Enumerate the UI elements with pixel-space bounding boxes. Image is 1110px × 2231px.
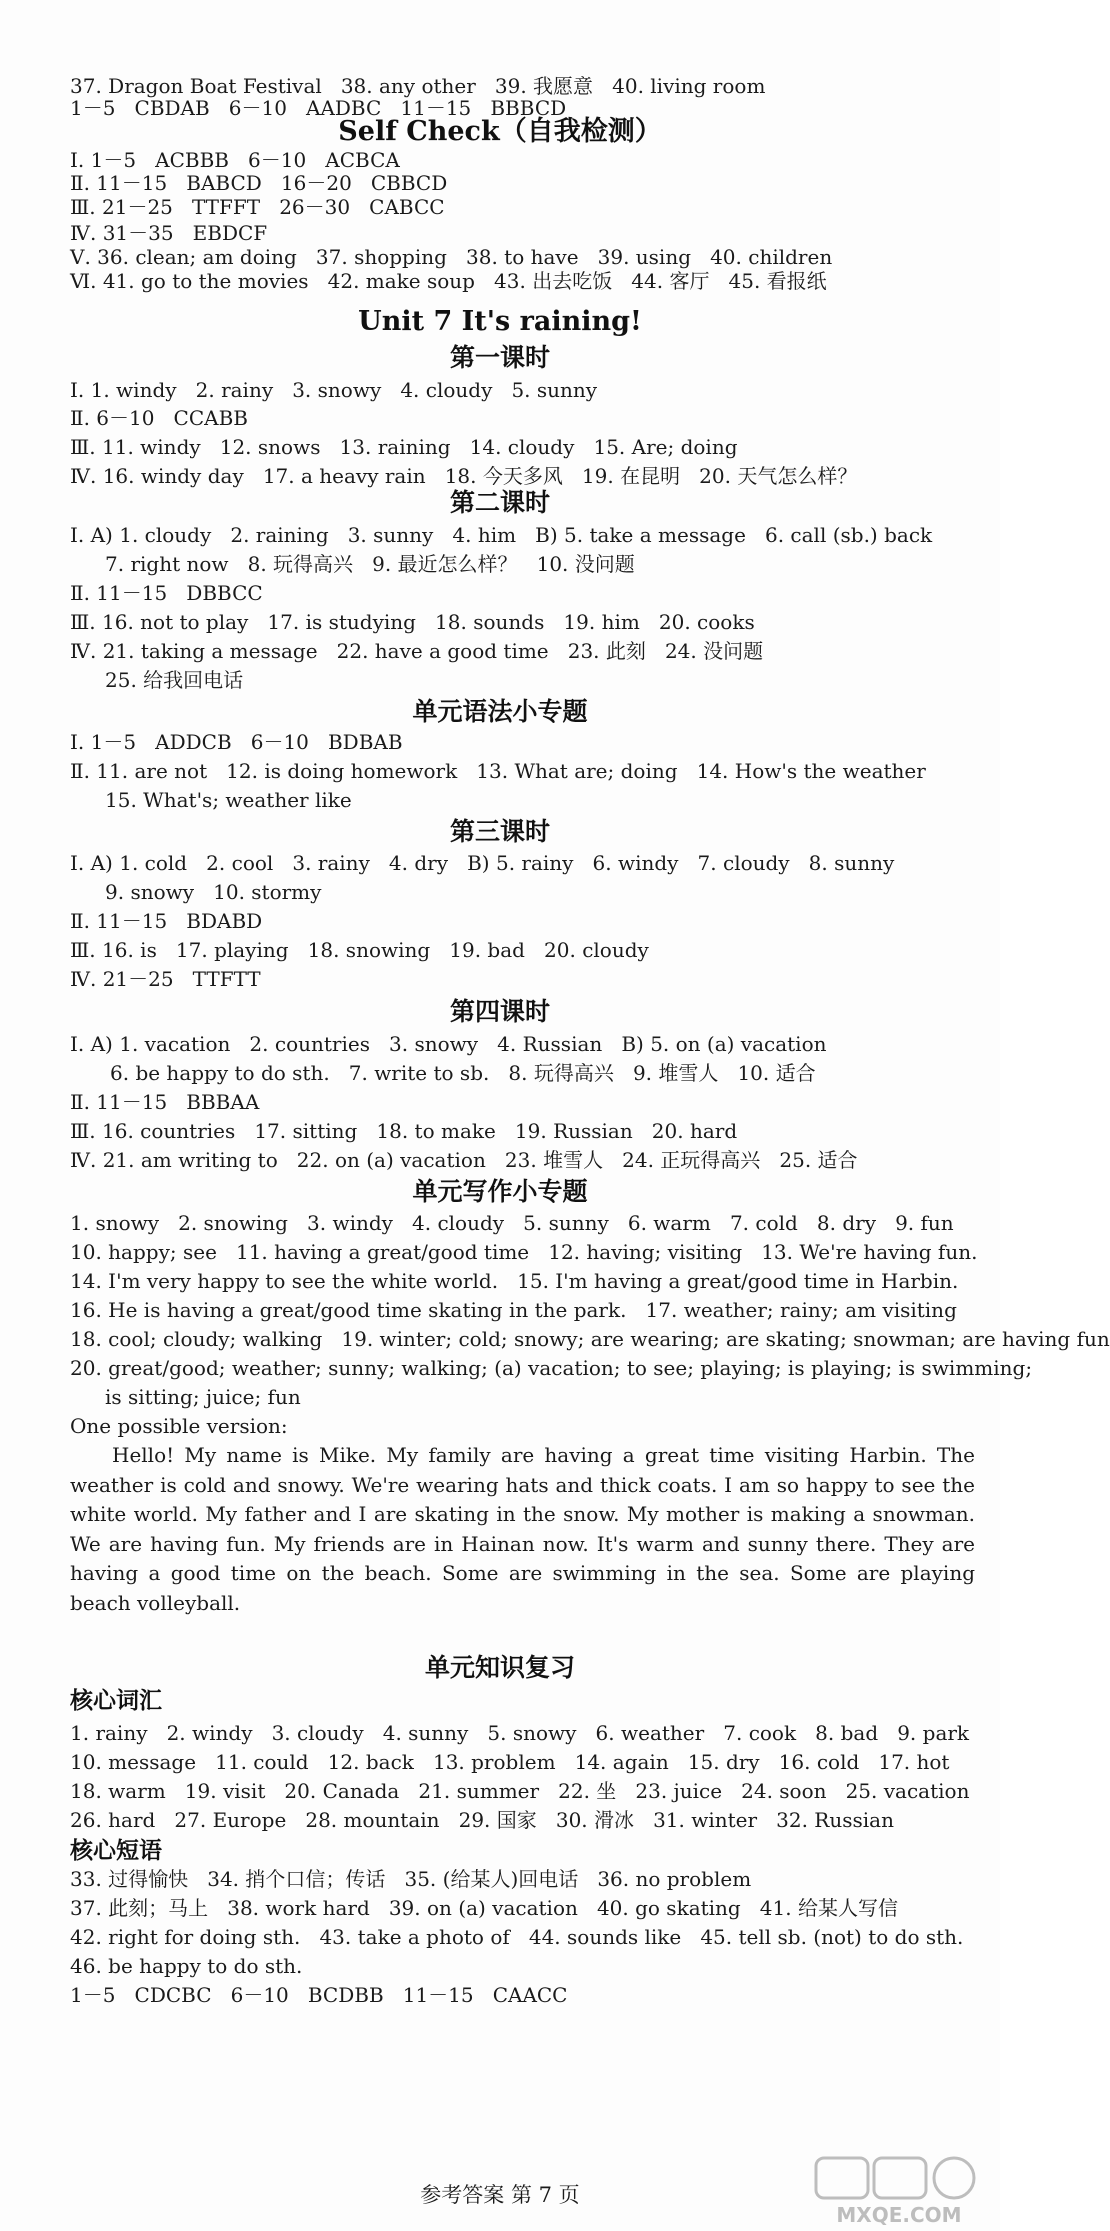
sample-label: One possible version: [70,1414,288,1438]
answer-line: Ⅲ. 16. is 17. playing 18. snowing 19. bad 20. cloudy [70,938,649,962]
answer-line: Ⅱ. 11－15 BABCD 16－20 CBBCD [70,171,448,195]
answer-line: 7. right now 8. 玩得高兴 9. 最近怎么样？ 10. 没问题 [105,552,635,576]
answer-line: 16. He is having a great/good time skating in the park. 17. weather; rainy; am visiting [70,1298,957,1322]
page-footer: 参考答案 第 7 页 [420,2183,580,2207]
answer-line: 1－5 CBDAB 6－10 AADBC 11－15 BBBCD [70,96,567,120]
answer-line: Ⅵ. 41. go to the movies 42. make soup 43. 出去吃饭 44. 客厅 45. 看报纸 [70,269,827,293]
answer-line: 33. 过得愉快 34. 捎个口信；传话 35. (给某人)回电话 36. no problem [70,1867,752,1891]
section-heading: 第三课时 [449,817,550,846]
answer-line: Ⅰ. A) 1. cold 2. cool 3. rainy 4. dry B) 5. rainy 6. windy 7. cloudy 8. sunny [70,851,895,875]
answer-line: Ⅰ. 1. windy 2. rainy 3. snowy 4. cloudy 5. sunny [70,378,598,402]
answer-line: 10. happy; see 11. having a great/good time 12. having; visiting 13. We're having fun. [70,1240,978,1264]
answer-line: Ⅳ. 21. taking a message 22. have a good time 23. 此刻 24. 没问题 [70,639,764,663]
answer-line: Ⅳ. 21－25 TTFTT [70,967,261,991]
answer-line: Ⅲ. 16. not to play 17. is studying 18. sounds 19. him 20. cooks [70,610,755,634]
answer-line: 10. message 11. could 12. back 13. problem 14. again 15. dry 16. cold 17. hot [70,1750,950,1774]
answer-line: 18. cool; cloudy; walking 19. winter; cold; snowy; are wearing; are skating; snowman; are having fun [70,1327,1110,1351]
answer-line: Ⅴ. 36. clean; am doing 37. shopping 38. to have 39. using 40. children [70,245,833,269]
answer-line: Ⅱ. 11－15 BDABD [70,909,263,933]
answer-line: 37. 此刻；马上 38. work hard 39. on (a) vacation 40. go skating 41. 给某人写信 [70,1896,898,1920]
answer-line: Ⅳ. 16. windy day 17. a heavy rain 18. 今天多风 19. 在昆明 20. 天气怎么样？ [70,464,858,488]
watermark-logo [814,2154,984,2228]
answer-line: Ⅲ. 21－25 TTFFT 26－30 CABCC [70,195,445,219]
section-heading: 第一课时 [449,343,550,372]
answer-line: Ⅱ. 11. are not 12. is doing homework 13. What are; doing 14. How's the weather [70,759,926,783]
answer-line: Ⅰ. 1－5 ADDCB 6－10 BDBAB [70,730,403,754]
subsection-heading: 核心短语 [70,1838,162,1864]
answer-line: Ⅲ. 16. countries 17. sitting 18. to make 19. Russian 20. hard [70,1119,738,1143]
answer-line: Ⅱ. 11－15 BBBAA [70,1090,260,1114]
answer-line: 20. great/good; weather; sunny; walking; (a) vacation; to see; playing; is playing; is swimming; [70,1356,1033,1380]
section-heading: 单元写作小专题 [412,1177,588,1206]
answer-line: Ⅱ. 11－15 DBBCC [70,581,263,605]
answer-line: 25. 给我回电话 [105,668,244,692]
answer-line: 42. right for doing sth. 43. take a photo of 44. sounds like 45. tell sb. (not) to do sth. [70,1925,964,1949]
answer-line: 6. be happy to do sth. 7. write to sb. 8. 玩得高兴 9. 堆雪人 10. 适合 [110,1061,816,1085]
unit-title: Unit 7 It's raining! [358,306,642,337]
answer-line: 1－5 CDCBC 6－10 BCDBB 11－15 CAACC [70,1983,568,2007]
answer-line: 1. snowy 2. snowing 3. windy 4. cloudy 5. sunny 6. warm 7. cold 8. dry 9. fun [70,1211,954,1235]
section-heading: 第四课时 [449,997,550,1026]
answer-line: 37. Dragon Boat Festival 38. any other 39. 我愿意 40. living room [70,74,766,98]
answer-line: 15. What's; weather like [105,788,352,812]
answer-line: Ⅳ. 21. am writing to 22. on (a) vacation 23. 堆雪人 24. 正玩得高兴 25. 适合 [70,1148,858,1172]
self-check-title: Self Check（自我检测） [338,116,662,147]
sample-essay: Hello! My name is Mike. My family are having a great time visiting Harbin. The weather is cold and snowy. We're wearing hats and thick coats. I am so happy to see the white world. My father and I are skating in the snow. My mother is making a snowman. We are having fun. My friends are in Hainan now. It's warm and sunny there. They are having a good time on the beach. Some are swimming in the sea. Some are playing beach volleyball. [70,1443,975,1615]
answer-line: 14. I'm very happy to see the white world. 15. I'm having a great/good time in Harbin. [70,1269,959,1293]
section-heading: 单元语法小专题 [412,697,588,726]
answer-line: 9. snowy 10. stormy [105,880,322,904]
answer-line: Ⅰ. A) 1. vacation 2. countries 3. snowy 4. Russian B) 5. on (a) vacation [70,1032,827,1056]
watermark-text: MXQE.COM [836,2203,962,2227]
answer-line: 18. warm 19. visit 20. Canada 21. summer 22. 坐 23. juice 24. soon 25. vacation [70,1779,970,1803]
section-heading: 第二课时 [449,488,550,517]
answer-line: Ⅱ. 6－10 CCABB [70,406,248,430]
answer-line: Ⅳ. 31－35 EBDCF [70,221,268,245]
section-heading: 单元知识复习 [424,1653,575,1682]
answer-line: 1. rainy 2. windy 3. cloudy 4. sunny 5. snowy 6. weather 7. cook 8. bad 9. park [70,1721,970,1745]
answer-line: Ⅰ. A) 1. cloudy 2. raining 3. sunny 4. him B) 5. take a message 6. call (sb.) back [70,523,933,547]
subsection-heading: 核心词汇 [70,1688,162,1714]
answer-line: is sitting; juice; fun [105,1385,301,1409]
answer-line: Ⅰ. 1－5 ACBBB 6－10 ACBCA [70,148,400,172]
answer-line: 46. be happy to do sth. [70,1954,303,1978]
answer-line: Ⅲ. 11. windy 12. snows 13. raining 14. cloudy 15. Are; doing [70,435,738,459]
answer-line: 26. hard 27. Europe 28. mountain 29. 国家 30. 滑冰 31. winter 32. Russian [70,1808,894,1832]
